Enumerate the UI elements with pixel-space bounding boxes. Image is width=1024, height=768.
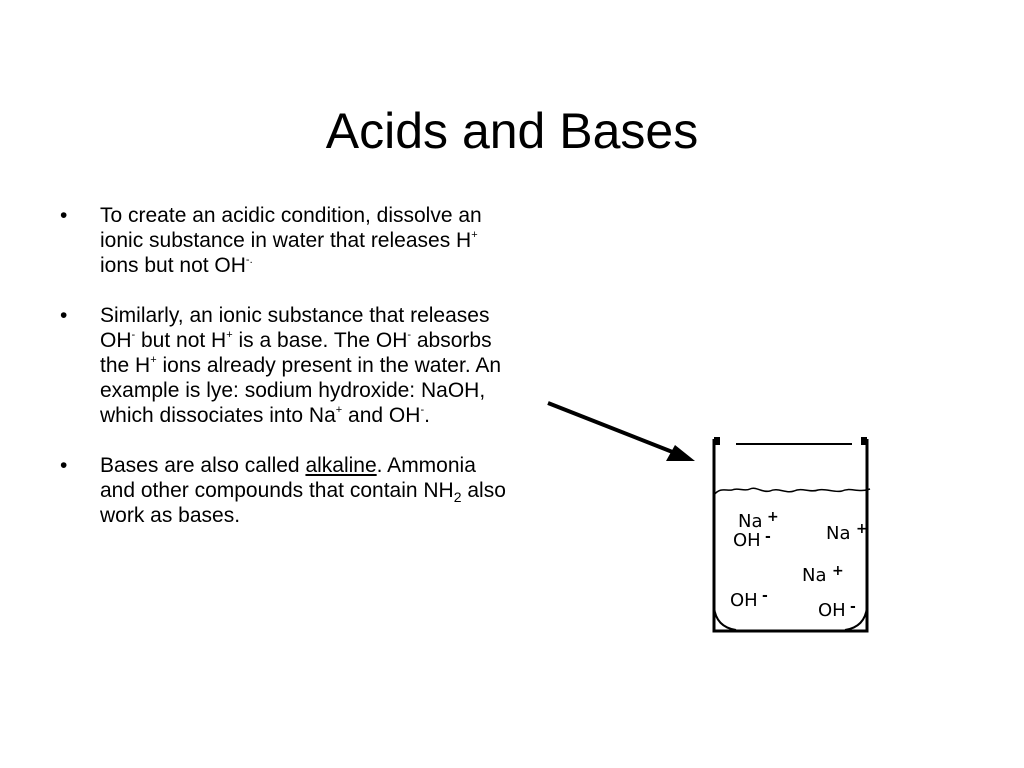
ion-charge: +: [767, 509, 779, 525]
bullet-mark: •: [60, 454, 68, 477]
superscript: -: [420, 404, 425, 416]
bullet-item-base: [60, 303, 515, 428]
ion-na2: [826, 521, 868, 544]
slide-title: Acids and Bases: [325, 102, 699, 159]
bullet-list: [60, 203, 515, 528]
text-run: and OH: [342, 404, 421, 427]
text-run: ions already present in the water. An example is lye: sodium hydroxide: NaOH, which dissociates into Na: [100, 354, 502, 427]
ion-oh2: [730, 588, 768, 611]
text-run: Similarly, an ionic substance that releases OH: [100, 304, 490, 352]
text-run: but not H: [135, 329, 227, 352]
ion-charge: -: [850, 599, 856, 615]
ion-base: Na: [826, 523, 851, 544]
bullet-mark: •: [60, 304, 68, 327]
text-run: is a base. The OH: [232, 329, 408, 352]
bullet-mark: •: [60, 204, 68, 227]
ion-charge: -: [762, 588, 768, 604]
text-run: Bases are also called: [100, 454, 306, 477]
bullet-item-alkaline: [60, 453, 515, 528]
ion-na3: [802, 563, 844, 586]
beaker-diagram: [540, 395, 880, 640]
bullet-text: [100, 454, 506, 527]
ion-charge: -: [765, 529, 771, 545]
text-run: absorbs the H: [100, 329, 492, 377]
ion-base: Na: [802, 565, 827, 586]
ion-charge: +: [856, 521, 868, 537]
beaker-svg: [540, 395, 880, 640]
alkaline-term: alkaline: [305, 454, 377, 477]
superscript: +: [226, 329, 233, 341]
ion-oh1: [733, 529, 771, 551]
subscript: 2: [453, 489, 462, 506]
ion-base: OH: [818, 600, 846, 621]
superscript: -: [131, 329, 136, 341]
ion-base: OH: [730, 590, 758, 611]
ion-oh3: [818, 599, 856, 621]
superscript: -: [407, 329, 412, 341]
arrow-icon: [548, 403, 695, 461]
text-run: .: [424, 404, 430, 427]
bullet-text: [100, 304, 501, 427]
superscript: +: [471, 229, 478, 241]
ion-na1: [738, 509, 779, 532]
ion-charge: +: [832, 563, 844, 579]
superscript: +: [150, 354, 157, 366]
bullet-text: [100, 204, 482, 277]
superscript: +: [335, 404, 343, 416]
ion-base: Na: [738, 511, 763, 532]
text-run: To create an acidic condition, dissolve an ionic substance in water that releases H: [100, 204, 482, 252]
text-run: also work as bases.: [100, 479, 506, 527]
ion-base: OH: [733, 530, 761, 551]
superscript: -.: [245, 254, 253, 266]
text-run: ions but not OH: [100, 254, 246, 277]
bullet-item-acidic: [60, 203, 515, 278]
text-run: . Ammonia and other compounds that contain NH: [100, 454, 476, 502]
